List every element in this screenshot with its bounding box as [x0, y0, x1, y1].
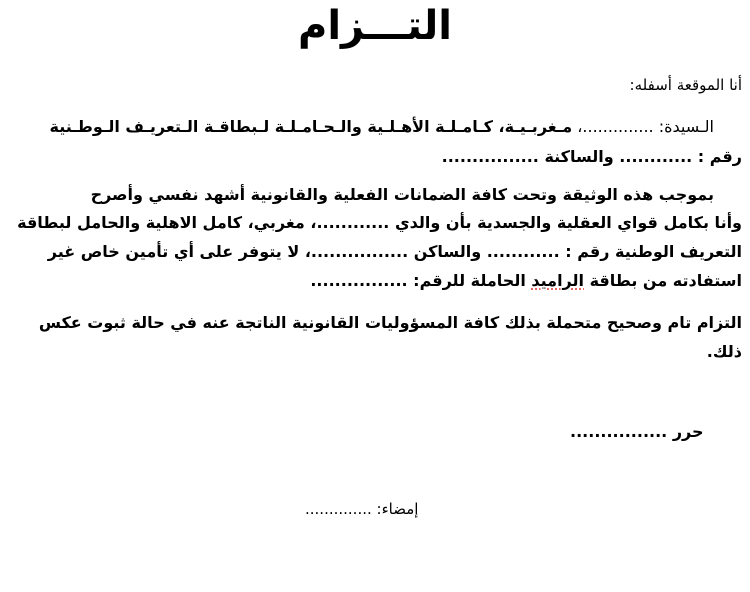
written-at-line: حرر ................	[570, 422, 704, 441]
paragraph-1-line-1	[50, 117, 714, 136]
document-title: التـــزام	[298, 3, 452, 49]
paragraph-2-line-4-end: الحاملة للرقم: ................	[310, 271, 532, 290]
paragraph-1-line-2: رقم : ............ والساكنة ................	[441, 147, 742, 166]
spellcheck-flagged-word[interactable]: الراميد	[531, 271, 584, 290]
paragraph-3-line-1: التزام تام وصحيح متحملة بذلك كافة المسؤوليات القانونية الناتجة عنه في حالة ثبوت عكس	[38, 313, 742, 332]
paragraph-3-line-2: ذلك.	[706, 342, 742, 361]
signature-line: إمضاء: ..............	[305, 500, 419, 518]
paragraph-2-line-1: بموجب هذه الوثيقة وتحت كافة الضمانات الفعلية والقانونية أشهد نفسي وأصرح	[90, 185, 714, 204]
paragraph-2-line-4	[310, 271, 742, 290]
name-field-label: الـسيدة: ..............،	[572, 117, 714, 136]
nationality-capacity-text: مـغربـيـة، كـامـلـة الأهـلـية والـحـامـلـة لـبطاقـة الـتعريـف الـوطـنية	[49, 117, 573, 136]
paragraph-2-line-2: وأنا بكامل قواي العقلية والجسدية بأن والدي ............، مغربي، كامل الاهلية والحامل لبطاقة	[17, 213, 742, 232]
intro-line: أنا الموقعة أسفله:	[629, 76, 742, 94]
paragraph-2-line-4-start: استفادته من بطاقة	[584, 271, 742, 290]
paragraph-2-line-3: التعريف الوطنية رقم : ............ والساكن ................، لا يتوفر على أي تأمين خاص غير	[47, 242, 742, 261]
